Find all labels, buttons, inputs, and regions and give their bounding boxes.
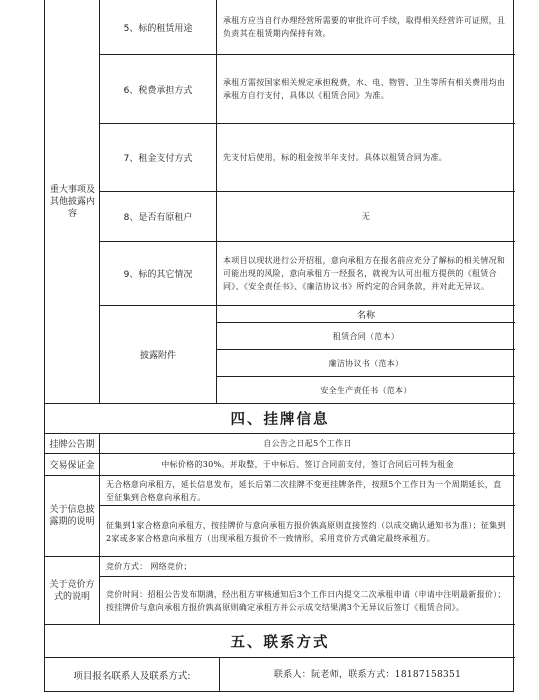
attachment-name: 安全生产责任书（范本） (320, 386, 412, 395)
attachment-name: 廉洁协议书（范本） (328, 358, 404, 368)
contact-section-title: 五、联系方式 (230, 634, 330, 651)
item-value-6: 承租方需按国家相关规定承担税费，水、电、物管、卫生等所有相关费用均由承租方自行支付，具体以《租赁合同》为准。 (223, 78, 506, 100)
listing-row-label: 挂牌公告期 (49, 440, 95, 450)
listing-row-label: 交易保证金 (49, 461, 95, 471)
attachment-item[interactable] (217, 377, 515, 404)
extension-paragraph-1: 无合格意向承租方，延长信息发布，延长后第二次挂牌不变更挂牌条件，按照5个工作日为一个周期延长，直至征集到合格意向承租方。 (106, 479, 502, 502)
item-value-8: 无 (361, 212, 371, 221)
item-label-8: 8、是否有原租户 (123, 213, 193, 223)
item-row-6 (100, 55, 515, 124)
item-row-5 (100, 0, 515, 55)
major-matters-section (45, 0, 100, 404)
bidding-paragraph-1: 竞价方式： 网络竞价； (106, 562, 192, 571)
item-value-7: 先支付后使用，标的租金按半年支付。具体以租赁合同为准。 (223, 153, 448, 162)
attachments-header: 名称 (356, 310, 375, 321)
item-row-7 (100, 124, 515, 192)
attachments-list (217, 306, 515, 403)
bidding-label: 关于竞价方式的说明 (49, 579, 95, 602)
contact-label: 项目报名联系人及联系方式: (73, 671, 191, 682)
document-table (44, 0, 514, 692)
item-row-9 (100, 242, 515, 306)
bidding-explanation-row (45, 557, 515, 625)
item-label-7: 7、租金支付方式 (123, 154, 193, 164)
attachments-label: 披露附件 (139, 351, 176, 361)
extension-paragraph-2: 征集到1家合格意向承租方，按挂牌价与意向承租方报价孰高原则直接签约（以成交确认通知书为准）；征集到2家或多家合格意向承租方（出现承租方报价不一致情形，采用竞价方式确定最终承租方。 (106, 520, 506, 543)
item-label-5: 5、标的租赁用途 (123, 23, 193, 34)
listing-section-heading (45, 404, 515, 434)
item-value-5: 承租方应当自行办理经营所需要的审批许可手续，取得相关经营许可证照，且负责其在租赁期内保持有效。 (223, 16, 506, 38)
attachment-item[interactable] (217, 323, 515, 350)
item-label-6: 6、税费承担方式 (123, 85, 193, 96)
attachments-row (100, 306, 515, 404)
listing-section-title: 四、挂牌信息 (230, 412, 330, 428)
item-label-9: 9、标的其它情况 (123, 270, 193, 280)
listing-row-value: 自公告之日起5个工作日 (263, 439, 352, 448)
contact-value[interactable]: 联系人：阮老师，联系方式：18187158351 (273, 669, 462, 680)
attachment-item[interactable] (217, 350, 515, 377)
item-value-9: 本项目以现状进行公开招租，意向承租方在报名前应充分了解标的相关情况和可能出现的风险，意向承租方一经报名，就视为认可出租方提供的《租赁合同》、《安全责任书》、《廉洁协议书》所约定的合同条款，并对此无异议。 (223, 256, 506, 291)
listing-row (45, 434, 515, 454)
extension-explanation-row (45, 476, 515, 557)
attachment-name: 租赁合同（范本） (332, 331, 400, 341)
listing-row-value: 中标价格的30%。并取整，于中标后、签订合同前支付，签订合同后可转为租金 (161, 460, 454, 469)
contact-row (45, 658, 515, 692)
listing-row (45, 454, 515, 476)
major-matters-label: 重大事项及其他披露内容 (49, 184, 95, 219)
bidding-paragraph-2: 竞价时间：招租公告发布期满，经出租方审核通知后3个工作日内提交二次承租申请（申请中注明最新报价）；按挂牌价与意向承租方报价孰高原则确定承租方并公示成交结果满3个无异议后签订《租赁合同》。 (106, 590, 506, 612)
item-row-8 (100, 192, 515, 242)
contact-section-heading (45, 625, 515, 658)
extension-label: 关于信息披露期的说明 (49, 505, 95, 527)
